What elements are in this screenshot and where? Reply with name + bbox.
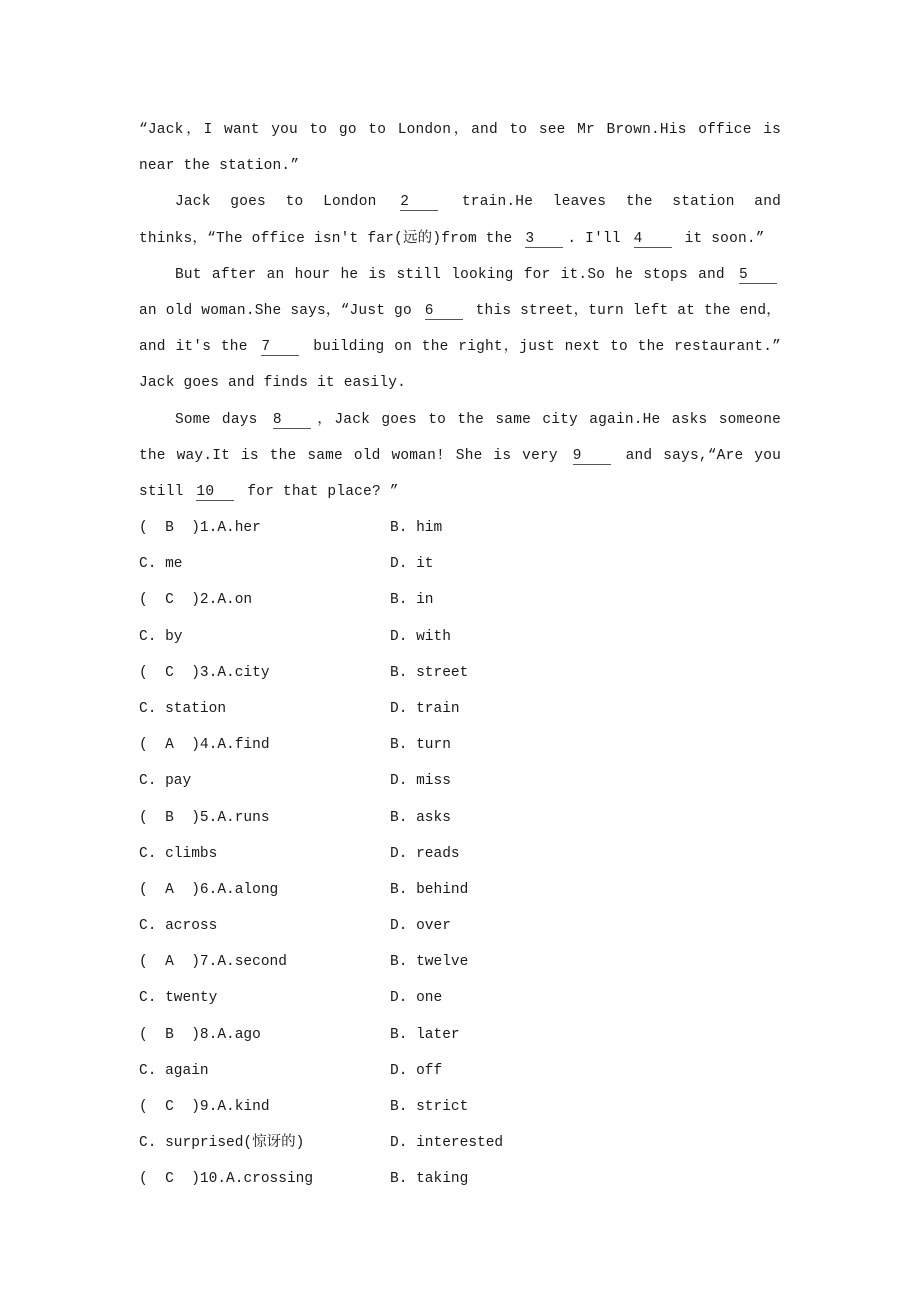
option-a-label: .A. <box>208 954 235 971</box>
option-d <box>390 619 451 655</box>
option-d-label: D. <box>390 628 417 645</box>
option-b-text: turn <box>416 737 451 754</box>
option-c-label: C. <box>139 773 166 790</box>
blank-2: 2 <box>400 194 438 211</box>
question-row <box>139 944 779 980</box>
passage-text: Jack goes to London <box>175 194 397 211</box>
option-b-label: B. <box>390 954 417 971</box>
blank-7: 7 <box>261 339 299 356</box>
option-d <box>390 908 451 944</box>
question-row <box>139 872 779 908</box>
passage-paragraph-1: “Jack，I want you to go to London，and to see Mr Brown.His office is near the station.” <box>139 122 781 175</box>
option-a-text: her <box>234 520 261 536</box>
passage-text: it soon.” <box>675 230 765 247</box>
option-d-label: D. <box>390 990 417 1007</box>
paren-open: ( <box>139 809 166 826</box>
option-b-label: B. <box>390 1171 417 1188</box>
question-number: 7 <box>199 954 209 971</box>
question-row-cd <box>139 980 779 1016</box>
answer-letter: A <box>165 954 174 971</box>
paren-close: ) <box>173 664 200 681</box>
answer-letter: B <box>165 1026 174 1043</box>
answer-letter: B <box>165 809 174 826</box>
option-c-text: surprised(惊讶的) <box>165 1135 305 1152</box>
option-c-label: C. <box>139 628 166 645</box>
paren-close: ) <box>173 520 200 536</box>
question-number: 5 <box>199 809 209 826</box>
option-b <box>390 727 451 763</box>
blank-9: 9 <box>573 448 611 465</box>
passage-text: an old woman.She says，“Just go <box>139 303 421 320</box>
answer-options-list <box>139 510 779 1198</box>
option-a-label: .A. <box>208 1026 235 1043</box>
paren-close: ) <box>173 809 200 826</box>
question-number: 2 <box>199 592 209 609</box>
option-c <box>139 1053 209 1089</box>
option-b <box>390 1089 468 1125</box>
paren-open: ( <box>139 1099 166 1115</box>
passage-text: building on the right，just next to the restaurant.” Jack goes and finds it easily. <box>139 339 781 392</box>
option-b-text: strict <box>416 1099 469 1115</box>
option-a-label: .A. <box>217 1171 244 1188</box>
option-b-label: B. <box>390 520 417 536</box>
option-c <box>139 691 226 727</box>
paren-open: ( <box>139 592 166 609</box>
option-c-label: C. <box>139 845 166 862</box>
question-number: 9 <box>199 1099 209 1115</box>
option-b-text: twelve <box>416 954 469 971</box>
question-row <box>139 1089 779 1125</box>
question-row <box>139 1161 779 1197</box>
option-b-text: asks <box>416 809 451 826</box>
question-stem <box>139 510 261 546</box>
paren-open: ( <box>139 520 166 536</box>
question-row <box>139 727 779 763</box>
question-row-cd <box>139 546 779 582</box>
option-a-text: along <box>234 881 279 898</box>
option-a-text: find <box>234 737 270 754</box>
option-a-text: second <box>234 954 287 971</box>
option-d-label: D. <box>390 918 417 935</box>
option-b-text: in <box>416 592 434 609</box>
question-stem <box>139 872 278 908</box>
question-row-cd <box>139 619 779 655</box>
blank-5: 5 <box>739 267 777 284</box>
question-stem <box>139 944 287 980</box>
option-a-text: ago <box>234 1026 261 1043</box>
option-c-label: C. <box>139 990 166 1007</box>
option-c-text: by <box>165 628 183 645</box>
answer-letter: B <box>165 520 174 536</box>
passage-text: . I'll <box>567 230 630 247</box>
question-stem <box>139 1161 313 1197</box>
option-c-text: across <box>165 918 218 935</box>
question-row-cd <box>139 691 779 727</box>
option-c <box>139 763 191 799</box>
question-row <box>139 655 779 691</box>
option-c-text: climbs <box>165 845 218 862</box>
paren-open: ( <box>139 664 166 681</box>
option-b-label: B. <box>390 1026 417 1043</box>
option-b-text: him <box>416 520 443 536</box>
paren-open: ( <box>139 1026 166 1043</box>
option-d <box>390 836 460 872</box>
blank-8: 8 <box>273 412 311 429</box>
question-number: 8 <box>199 1026 209 1043</box>
answer-letter: C <box>165 592 174 609</box>
option-d-label: D. <box>390 773 417 790</box>
option-b-text: behind <box>416 881 469 898</box>
question-row <box>139 1017 779 1053</box>
paren-close: ) <box>173 1171 200 1188</box>
option-d <box>390 763 451 799</box>
passage-paragraph-3 <box>139 257 781 402</box>
option-a-text: crossing <box>243 1171 314 1188</box>
passage-text: this street，turn left at the end，and it's the <box>139 303 781 356</box>
option-d <box>390 546 434 582</box>
option-c-text: station <box>165 700 227 717</box>
question-row <box>139 800 779 836</box>
option-d-label: D. <box>390 1135 417 1152</box>
paren-close: ) <box>173 954 200 971</box>
option-c-text: me <box>165 556 183 573</box>
option-c-text: pay <box>165 773 192 790</box>
option-b <box>390 800 451 836</box>
option-d-label: D. <box>390 700 417 717</box>
paren-close: ) <box>173 737 200 754</box>
question-stem <box>139 800 270 836</box>
option-b-label: B. <box>390 592 417 609</box>
option-b <box>390 944 468 980</box>
option-a-text: on <box>234 592 253 609</box>
passage-text: ，Jack goes to the same city again.He asks someone the way.It is the same old woman! She is very <box>139 411 782 464</box>
answer-letter: A <box>165 881 174 898</box>
question-number: 3 <box>199 664 209 681</box>
option-d-text: with <box>416 628 451 645</box>
passage-text: But after an hour he is still looking for it.So he stops and <box>175 266 735 283</box>
question-number: 6 <box>199 881 209 898</box>
option-b <box>390 655 468 691</box>
question-row-cd <box>139 836 779 872</box>
option-a-label: .A. <box>208 809 235 826</box>
option-a-label: .A. <box>208 1099 235 1115</box>
answer-letter: C <box>165 664 174 681</box>
question-row <box>139 510 779 546</box>
passage-text: and says,“Are you still <box>139 447 781 501</box>
blank-10: 10 <box>196 484 234 501</box>
option-b-text: taking <box>416 1171 469 1188</box>
option-b-label: B. <box>390 737 417 754</box>
option-b <box>390 872 468 908</box>
option-a-label: .A. <box>208 520 235 536</box>
option-d-text: train <box>416 700 460 717</box>
paren-close: ) <box>173 592 200 609</box>
option-b-label: B. <box>390 881 417 898</box>
option-d <box>390 691 460 727</box>
option-b-text: street <box>416 664 469 681</box>
option-d-text: one <box>416 990 443 1007</box>
answer-letter: C <box>165 1171 174 1188</box>
question-row-cd <box>139 1053 779 1089</box>
question-stem <box>139 655 270 691</box>
question-row <box>139 582 779 618</box>
question-number: 4 <box>199 737 209 754</box>
option-a-label: .A. <box>208 737 235 754</box>
option-d-text: interested <box>416 1135 504 1152</box>
option-c <box>139 908 217 944</box>
option-c <box>139 1125 304 1161</box>
option-c-text: again <box>165 1062 209 1079</box>
option-a-label: .A. <box>208 592 235 609</box>
option-a-label: .A. <box>208 664 235 681</box>
question-row-cd <box>139 1125 779 1161</box>
option-d <box>390 980 442 1016</box>
passage-paragraph-4 <box>139 402 781 511</box>
option-a-text: city <box>234 664 270 681</box>
option-d-label: D. <box>390 1062 417 1079</box>
option-c-label: C. <box>139 1062 166 1079</box>
answer-letter: A <box>165 737 174 754</box>
question-stem <box>139 1017 261 1053</box>
option-c-label: C. <box>139 556 166 573</box>
option-c-label: C. <box>139 700 166 717</box>
passage-paragraph-2 <box>139 184 781 256</box>
paren-close: ) <box>173 881 200 898</box>
option-c <box>139 980 217 1016</box>
paren-open: ( <box>139 737 166 754</box>
option-b <box>390 510 442 546</box>
blank-6: 6 <box>425 303 463 320</box>
paren-close: ) <box>173 1099 200 1115</box>
question-row-cd <box>139 763 779 799</box>
cloze-passage <box>139 112 781 510</box>
option-a-label: .A. <box>208 881 235 898</box>
option-b-label: B. <box>390 1099 417 1115</box>
option-b-label: B. <box>390 664 417 681</box>
option-d-label: D. <box>390 845 417 862</box>
option-d-label: D. <box>390 556 417 573</box>
option-d-text: miss <box>416 773 451 790</box>
option-c <box>139 619 183 655</box>
option-d-text: reads <box>416 845 460 862</box>
paren-open: ( <box>139 881 166 898</box>
blank-3: 3 <box>525 231 563 248</box>
option-c-text: twenty <box>165 990 218 1007</box>
option-c-label: C. <box>139 1135 166 1152</box>
question-stem <box>139 1089 270 1125</box>
option-b <box>390 1161 468 1197</box>
question-number: 1 <box>199 520 209 536</box>
option-c-label: C. <box>139 918 166 935</box>
question-stem <box>139 727 270 763</box>
option-d-text: it <box>416 556 434 573</box>
option-b <box>390 1017 460 1053</box>
option-b <box>390 582 434 618</box>
question-number: 10 <box>199 1171 218 1188</box>
option-d-text: over <box>416 918 451 935</box>
option-a-text: runs <box>234 809 270 826</box>
passage-text: for that place? ” <box>238 484 399 501</box>
option-b-text: later <box>416 1026 460 1043</box>
passage-text: Some days <box>175 411 269 428</box>
option-a-text: kind <box>234 1099 270 1115</box>
paren-open: ( <box>139 1171 166 1188</box>
option-b-label: B. <box>390 809 417 826</box>
paren-open: ( <box>139 954 166 971</box>
question-row-cd <box>139 908 779 944</box>
option-c <box>139 836 217 872</box>
answer-letter: C <box>165 1099 174 1115</box>
blank-4: 4 <box>634 231 672 248</box>
option-d-text: off <box>416 1062 443 1079</box>
option-d <box>390 1125 503 1161</box>
paren-close: ) <box>173 1026 200 1043</box>
option-d <box>390 1053 442 1089</box>
option-c <box>139 546 183 582</box>
passage-text: train.He leaves the station and thinks，“The office isn't far(远的)from the <box>139 194 781 247</box>
question-stem <box>139 582 252 618</box>
